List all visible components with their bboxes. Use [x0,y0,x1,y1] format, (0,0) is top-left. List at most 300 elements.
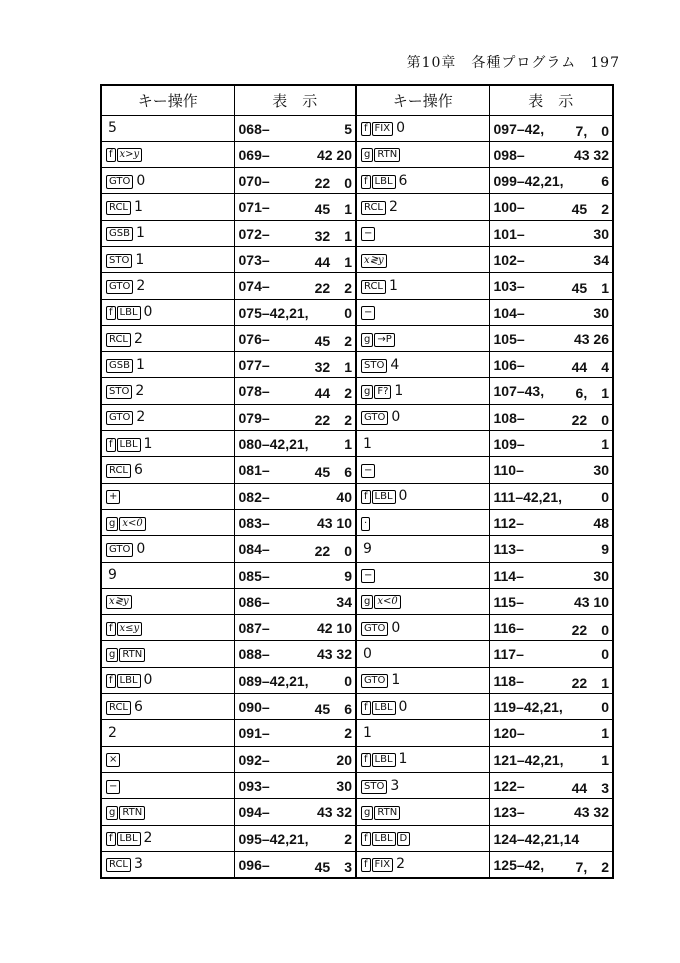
keystroke-digit: 1 [135,356,145,373]
keystroke-cell [101,457,234,483]
keystroke-cell [101,220,234,246]
calculator-key: STO [106,254,132,268]
table-row [101,588,613,614]
display-cell [234,325,356,351]
keystroke-cell [101,246,234,272]
keystroke-cell [356,720,489,746]
display-cell [489,562,613,588]
keystroke-cell [356,141,489,167]
step-number: 108– [493,409,525,426]
calculator-key: g [361,385,373,399]
calculator-key: RCL [361,201,386,215]
calculator-key: x<0 [119,517,145,531]
keystroke-cell [356,562,489,588]
step-number: 114– [493,567,524,584]
step-number: 072– [238,225,270,242]
display-cell [489,273,613,299]
calculator-key: RCL [361,280,386,294]
display-header-right: 表 示 [489,85,613,115]
key-code: 2 [344,725,352,742]
step-number: 073– [238,251,270,268]
display-cell [489,141,613,167]
keystroke-cell [356,273,489,299]
keystroke-cell [101,825,234,851]
step-number: 069– [238,146,270,163]
keystroke-digit: 0 [391,409,401,426]
step-number: 102– [493,251,525,268]
display-cell [234,799,356,825]
calculator-key: − [361,306,375,320]
step-number: 119–42,21, [493,699,563,716]
key-code: 22 0 [571,411,609,428]
calculator-key: f [106,832,116,846]
key-code: 5 [344,120,352,137]
key-code: 42 20 [316,146,352,163]
display-cell [489,746,613,772]
calculator-key: x≷y [106,595,132,609]
keystroke-cell [101,273,234,299]
step-number: 125–42, [493,856,545,873]
keystroke-digit: 0 [398,698,408,715]
keystroke-cell [356,588,489,614]
keystroke-digit: 3 [134,856,143,873]
calculator-key: x≷y [361,254,387,268]
display-cell [489,536,613,562]
key-code: 40 [336,488,352,505]
step-number: 106– [493,357,525,374]
step-number: 074– [238,278,270,295]
keystroke-digit: 0 [143,304,153,321]
display-cell [234,509,356,535]
key-code: 0 [601,699,609,716]
display-cell [234,562,356,588]
calculator-key: RCL [106,858,131,872]
keystroke-digit: 2 [136,277,146,294]
display-cell [489,168,613,194]
calculator-key: GTO [361,622,388,636]
calculator-key: − [361,464,375,478]
step-number: 091– [238,725,270,742]
key-code: 34 [593,251,609,268]
calculator-key: STO [361,359,387,373]
calculator-key: LBL [372,832,396,846]
step-number: 076– [238,330,270,347]
calculator-key: f [106,622,116,636]
table-row [101,404,613,430]
keystroke-cell [101,720,234,746]
chapter-title: 第10章 各種プログラム [406,55,577,71]
calculator-key: x≤y [117,622,143,636]
display-cell [234,168,356,194]
key-code: 43 10 [573,593,609,610]
step-number: 071– [238,199,270,216]
keystroke-digit: 2 [396,856,406,873]
step-number: 100– [493,199,525,216]
keystroke-digit: 4 [390,356,400,373]
calculator-key: LBL [117,832,141,846]
key-code: 48 [593,514,609,531]
display-cell [234,273,356,299]
table-row [101,352,613,378]
display-cell [234,588,356,614]
step-number: 083– [238,514,270,531]
step-number: 099–42,21, [493,173,564,190]
key-code: 30 [593,567,609,584]
display-cell [234,378,356,404]
keystroke-digit: 2 [135,383,145,400]
display-cell [234,352,356,378]
display-cell [489,299,613,325]
keystroke-digit: 0 [391,619,401,636]
keystroke-cell [356,772,489,798]
table-row [101,562,613,588]
calculator-key: f [106,438,116,452]
keystroke-cell [356,483,489,509]
key-code: 7, 0 [575,122,609,139]
keystroke-cell [101,352,234,378]
key-code: 42 10 [316,620,352,637]
keystroke-cell [101,667,234,693]
keystroke-digit: 2 [389,199,398,216]
display-cell [489,483,613,509]
calculator-key: + [106,490,120,504]
display-cell [489,220,613,246]
step-number: 093– [238,777,270,794]
calculator-key: LBL [372,490,396,504]
calculator-key: f [361,753,371,767]
table-row [101,141,613,167]
key-code: 43 32 [316,804,352,821]
display-cell [489,509,613,535]
display-cell [234,299,356,325]
keystroke-cell [101,299,234,325]
keystroke-cell [356,746,489,772]
calculator-key: GTO [106,543,133,557]
keystroke-digit: 0 [136,172,146,189]
key-code: 22 2 [314,280,352,297]
key-code: 43 32 [573,804,609,821]
table-row [101,273,613,299]
keystroke-cell [356,352,489,378]
keystroke-digit: 6 [134,462,143,478]
calculator-key: g [361,595,373,609]
key-code: 43 10 [316,514,352,531]
keystroke-digit: 2 [143,830,153,847]
step-number: 075–42,21, [238,304,309,321]
calculator-key: LBL [117,438,141,452]
keystroke-digit: 1 [135,225,145,242]
step-number: 077– [238,357,270,374]
step-number: 112– [493,514,524,531]
calculator-key: f [361,490,371,504]
calculator-key: STO [361,780,387,794]
calculator-key: FIX [372,858,394,872]
key-code: 7, 2 [575,858,609,875]
calculator-key: GTO [106,175,133,189]
key-code: 44 2 [314,385,352,402]
table-row [101,667,613,693]
table-row [101,772,613,798]
keystroke-cell [356,536,489,562]
step-number: 121–42,21, [493,751,564,768]
calculator-key: − [361,569,375,583]
display-cell [234,220,356,246]
step-number: 086– [238,593,270,610]
key-code: 20 [336,751,352,768]
display-cell [489,194,613,220]
key-code: 2 [344,830,352,847]
table-row [101,799,613,825]
keystroke-cell [356,799,489,825]
step-number: 097–42, [493,120,545,137]
keystroke-cell [101,431,234,457]
key-code: 45 1 [571,280,609,297]
keystroke-cell [101,404,234,430]
keystroke-digit: 9 [108,567,117,584]
table-row [101,851,613,877]
step-number: 089–42,21, [238,672,309,689]
calculator-key: GTO [106,280,133,294]
step-number: 090– [238,699,270,716]
keystroke-cell [356,299,489,325]
key-code: 30 [593,304,609,321]
calculator-key: →P [374,333,394,347]
step-number: 109– [493,436,525,453]
display-cell [234,851,356,877]
keystroke-digit: 1 [143,435,153,452]
calculator-key: f [361,122,371,136]
calculator-key: g [361,333,373,347]
display-cell [489,378,613,404]
step-number: 088– [238,646,270,663]
keystroke-digit: 9 [363,540,372,557]
calculator-key: x<0 [374,595,400,609]
calculator-key: RTN [374,806,400,820]
keystroke-cell [101,562,234,588]
keystroke-cell [356,851,489,877]
display-cell [489,772,613,798]
calculator-key: · [361,517,370,531]
display-cell [489,588,613,614]
keystroke-cell [101,641,234,667]
display-cell [489,115,613,141]
calculator-key: f [361,858,371,872]
display-cell [234,772,356,798]
display-cell [489,641,613,667]
table-row [101,615,613,641]
key-code: 1 [601,725,609,742]
display-cell [489,615,613,641]
calculator-key: GTO [361,411,388,425]
keys-header-right: キー操作 [356,85,489,115]
key-code: 44 3 [571,779,609,796]
key-code: 9 [344,567,352,584]
key-code: 32 1 [314,359,352,376]
step-number: 105– [493,330,525,347]
table-row [101,194,613,220]
keystroke-cell [356,431,489,457]
step-number: 080–42,21, [238,436,309,453]
step-number: 122– [493,777,525,794]
calculator-key: RTN [374,148,400,162]
key-code: 32 1 [314,227,352,244]
calculator-key: GTO [106,411,133,425]
calculator-key: RCL [106,701,131,715]
step-number: 113– [493,541,524,558]
table-row [101,299,613,325]
keystroke-cell [356,509,489,535]
step-number: 103– [493,278,525,295]
table-header-row [101,85,613,115]
keystroke-cell [101,851,234,877]
calculator-key: RTN [119,648,145,662]
key-code: 22 1 [571,674,609,691]
display-cell [489,799,613,825]
step-number: 094– [238,804,270,821]
step-number: 124–42,21,14 [493,830,580,847]
keystroke-digit: 0 [143,672,153,689]
display-header-left: 表 示 [234,85,356,115]
calculator-key: D [397,832,411,846]
keystroke-cell [101,694,234,720]
keystroke-digit: 0 [398,488,408,505]
keystroke-cell [356,404,489,430]
keystroke-cell [101,194,234,220]
keystroke-cell [101,615,234,641]
table-row [101,483,613,509]
key-code: 22 0 [314,543,352,560]
page-number: 197 [590,55,620,71]
key-code: 30 [593,225,609,242]
display-cell [234,194,356,220]
table-row [101,246,613,272]
keystroke-digit: 6 [134,698,143,715]
display-cell [234,115,356,141]
calculator-key: g [361,806,373,820]
key-code: 0 [344,304,352,321]
keystroke-cell [356,667,489,693]
keystroke-cell [356,457,489,483]
keystroke-digit: 2 [134,330,143,347]
display-cell [234,141,356,167]
step-number: 117– [493,646,524,663]
key-code: 6, 1 [575,385,609,402]
calculator-key: STO [106,385,132,399]
keystroke-digit: 1 [398,751,408,768]
table-row [101,536,613,562]
key-code: 44 4 [571,359,609,376]
calculator-key: LBL [372,701,396,715]
step-number: 079– [238,409,270,426]
key-code: 6 [601,173,609,190]
table-row [101,694,613,720]
keystroke-cell [101,115,234,141]
key-code: 45 3 [314,858,352,875]
keystroke-digit: 3 [390,777,400,794]
step-number: 096– [238,856,270,873]
key-code: 22 0 [571,622,609,639]
key-code: 0 [344,672,352,689]
calculator-key: GSB [106,227,133,241]
program-listing-table [100,84,614,879]
display-cell [234,667,356,693]
keystroke-cell [356,378,489,404]
keystroke-cell [356,325,489,351]
step-number: 081– [238,462,270,479]
keystroke-digit: 1 [394,383,404,400]
key-code: 44 1 [314,253,352,270]
keystroke-digit: 6 [398,172,408,189]
display-cell [234,536,356,562]
step-number: 123– [493,804,525,821]
key-code: 22 0 [314,175,352,192]
table-row [101,220,613,246]
display-cell [234,431,356,457]
keystroke-cell [101,536,234,562]
calculator-key: LBL [117,306,141,320]
step-number: 087– [238,620,270,637]
keystroke-cell [101,141,234,167]
key-code: 34 [336,593,352,610]
display-cell [234,615,356,641]
calculator-key: f [361,175,371,189]
key-code: 43 32 [573,146,609,163]
keystroke-cell [101,746,234,772]
keystroke-cell [101,325,234,351]
key-code: 1 [344,436,352,453]
display-cell [234,720,356,746]
calculator-key: g [106,517,118,531]
keystroke-digit: 0 [136,540,146,557]
table-row [101,641,613,667]
keystroke-digit: 2 [108,724,117,741]
keystroke-cell [356,115,489,141]
step-number: 110– [493,462,524,479]
step-number: 068– [238,120,270,137]
keystroke-cell [356,194,489,220]
table-row [101,825,613,851]
key-code: 43 26 [573,330,609,347]
keystroke-digit: 2 [136,409,146,426]
keystroke-cell [101,483,234,509]
display-cell [489,431,613,457]
display-cell [234,457,356,483]
calculator-key: f [106,306,116,320]
keystroke-cell [356,220,489,246]
calculator-key: × [106,753,120,767]
calculator-key: LBL [117,674,141,688]
step-number: 092– [238,751,270,768]
calculator-key: − [361,227,375,241]
keystroke-cell [101,799,234,825]
display-cell [489,720,613,746]
table-row [101,509,613,535]
display-cell [489,404,613,430]
calculator-key: f [106,148,116,162]
step-number: 070– [238,173,270,190]
table-row [101,325,613,351]
display-cell [489,246,613,272]
key-code: 45 2 [571,201,609,218]
calculator-key: LBL [372,753,396,767]
key-code: 22 2 [314,411,352,428]
keystroke-digit: 1 [363,724,372,741]
key-code: 0 [601,646,609,663]
table-row [101,457,613,483]
calculator-key: FIX [372,122,394,136]
step-number: 118– [493,672,524,689]
calculator-key: GSB [106,359,133,373]
